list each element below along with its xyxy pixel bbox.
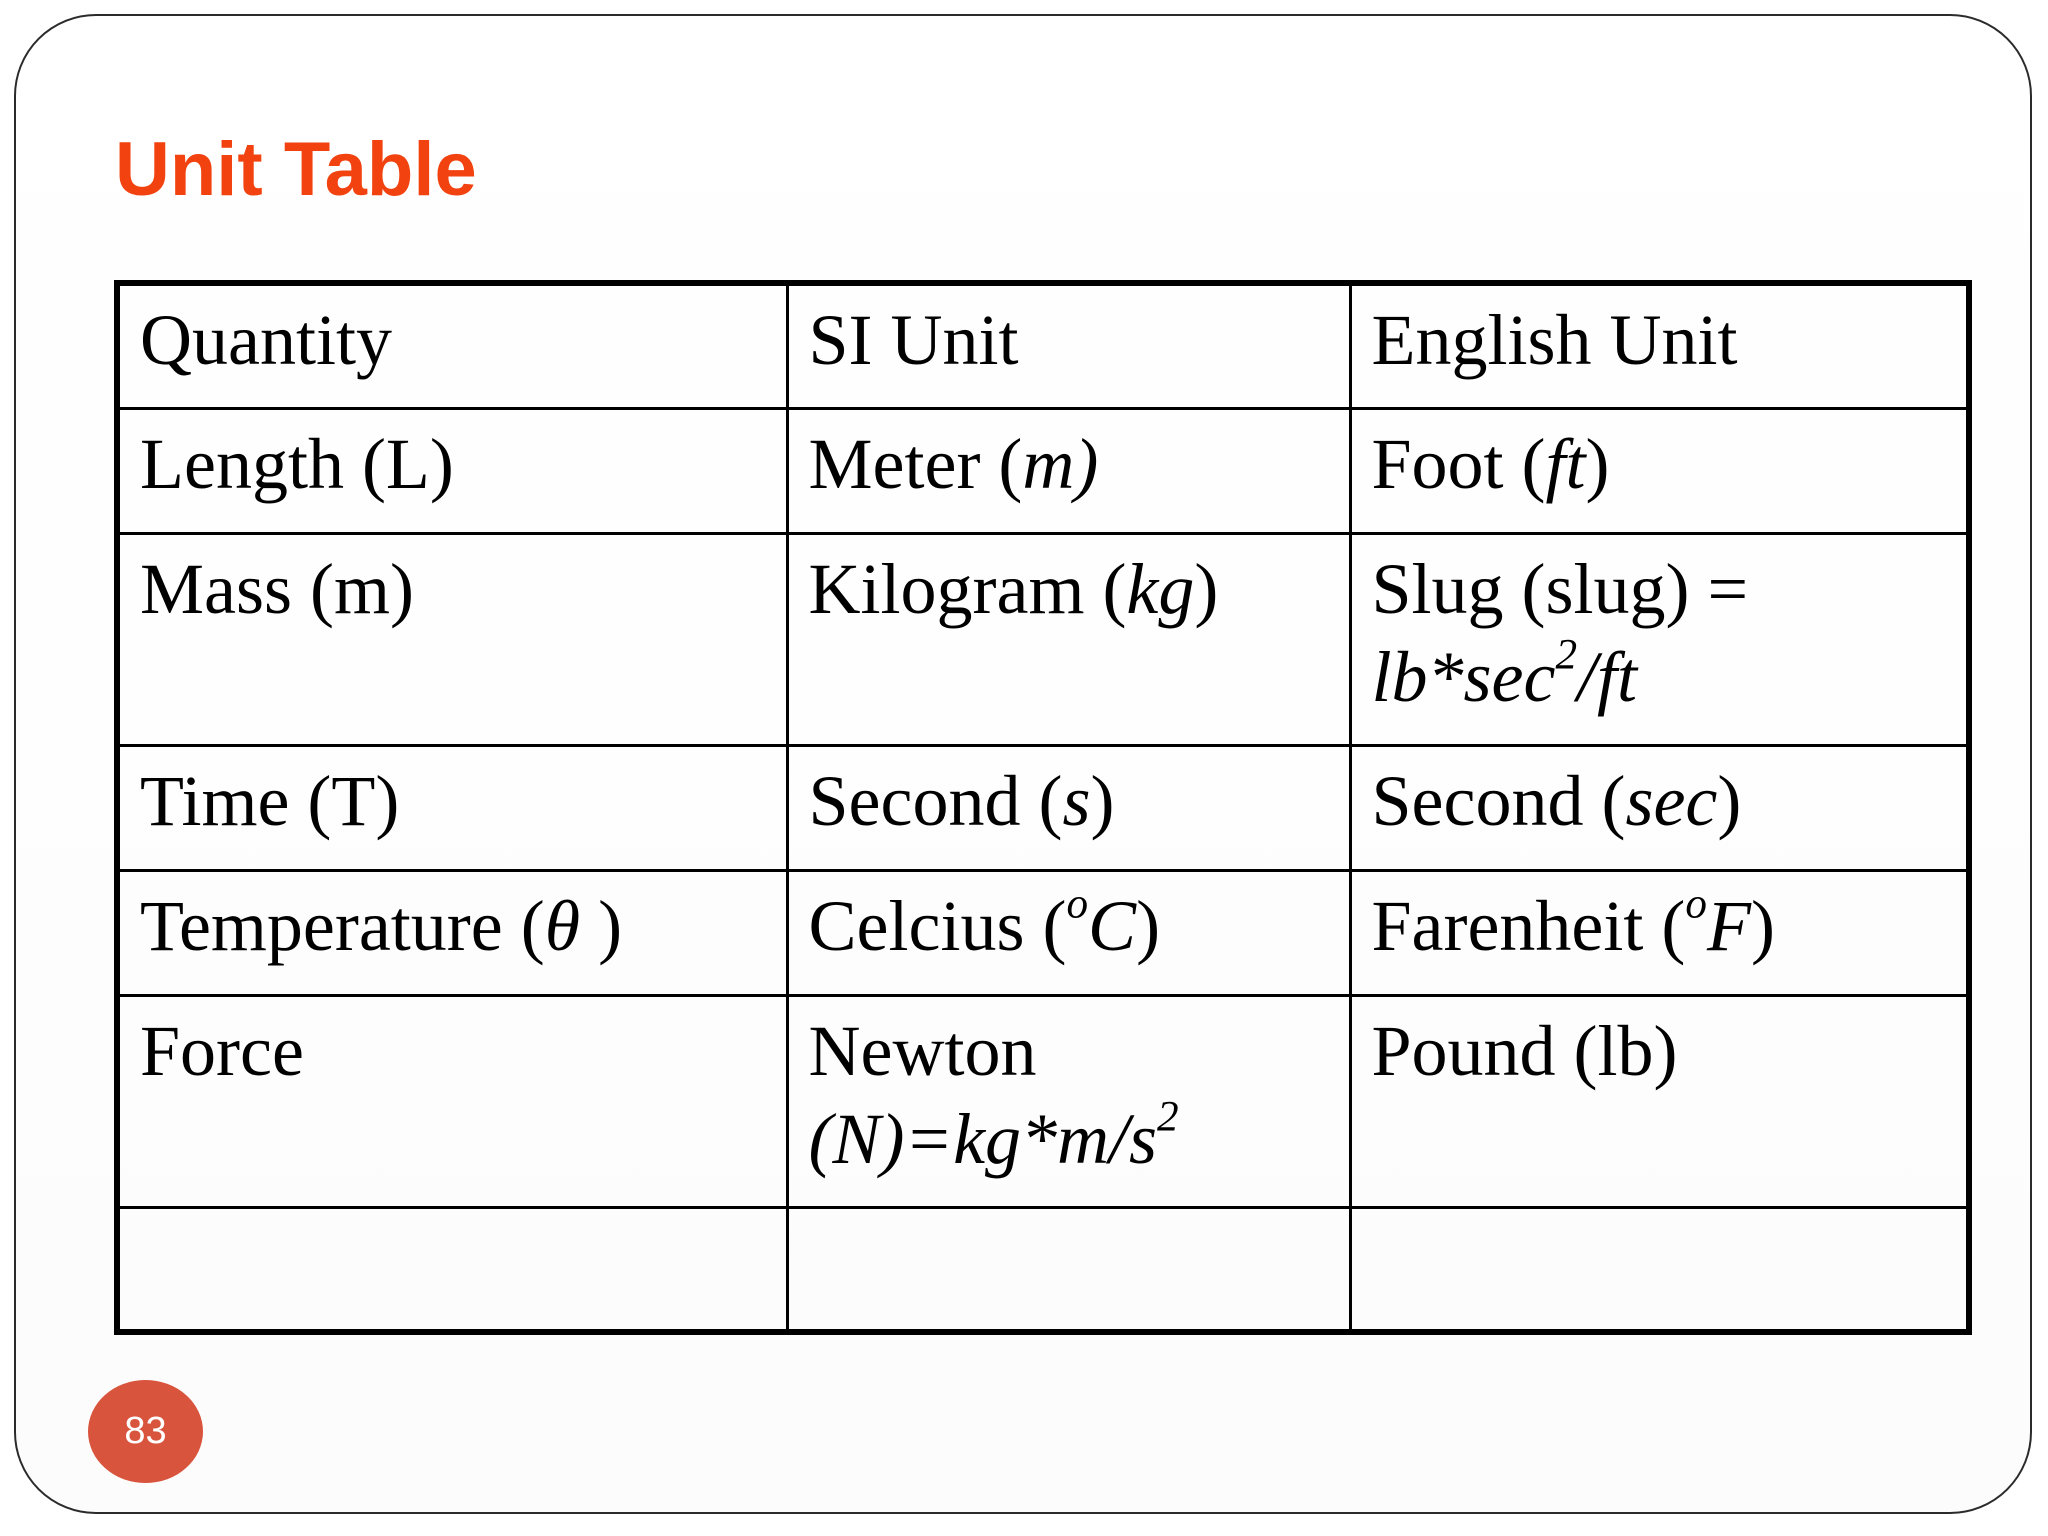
cell-english-temperature: Farenheit ($^o$F)	[1350, 870, 1969, 995]
cell-si-mass: Kilogram (kg)	[787, 533, 1350, 745]
cell-si-length: Meter (m)	[787, 408, 1350, 533]
cell-empty-2	[787, 1207, 1350, 1332]
header-english-unit: English Unit	[1350, 283, 1969, 408]
header-si-unit: SI Unit	[787, 283, 1350, 408]
cell-empty-3	[1350, 1207, 1969, 1332]
cell-quantity-mass: Mass (m)	[117, 533, 787, 745]
cell-english-time: Second (sec)	[1350, 745, 1969, 870]
cell-english-mass: Slug (slug) = $lb*\sec^2/ft$	[1350, 533, 1969, 745]
cell-english-length: Foot (ft)	[1350, 408, 1969, 533]
cell-quantity-temperature: Temperature (θ )	[117, 870, 787, 995]
table-row-length	[117, 408, 1969, 533]
cell-empty-1	[117, 1207, 787, 1332]
table-header-row	[117, 283, 1969, 408]
theta-symbol: θ	[544, 885, 581, 966]
table-row-temperature	[117, 870, 1969, 995]
cell-si-time: Second (s)	[787, 745, 1350, 870]
table-row-mass	[117, 533, 1969, 745]
cell-si-temperature: Celcius ($^o$C)	[787, 870, 1350, 995]
slide-title: Unit Table	[115, 127, 477, 212]
header-quantity: Quantity	[117, 283, 787, 408]
cell-quantity-time: Time (T)	[117, 745, 787, 870]
table-row-force	[117, 995, 1969, 1207]
cell-quantity-force: Force	[117, 995, 787, 1207]
page-number: 83	[124, 1410, 167, 1452]
page-number-badge	[88, 1380, 203, 1483]
unit-table	[114, 280, 1972, 1335]
table-row-time	[117, 745, 1969, 870]
table-row-empty	[117, 1207, 1969, 1332]
cell-si-force: Newton $(N)=kg*m/s^2$	[787, 995, 1350, 1207]
cell-quantity-length: Length (L)	[117, 408, 787, 533]
cell-english-force: Pound (lb)	[1350, 995, 1969, 1207]
